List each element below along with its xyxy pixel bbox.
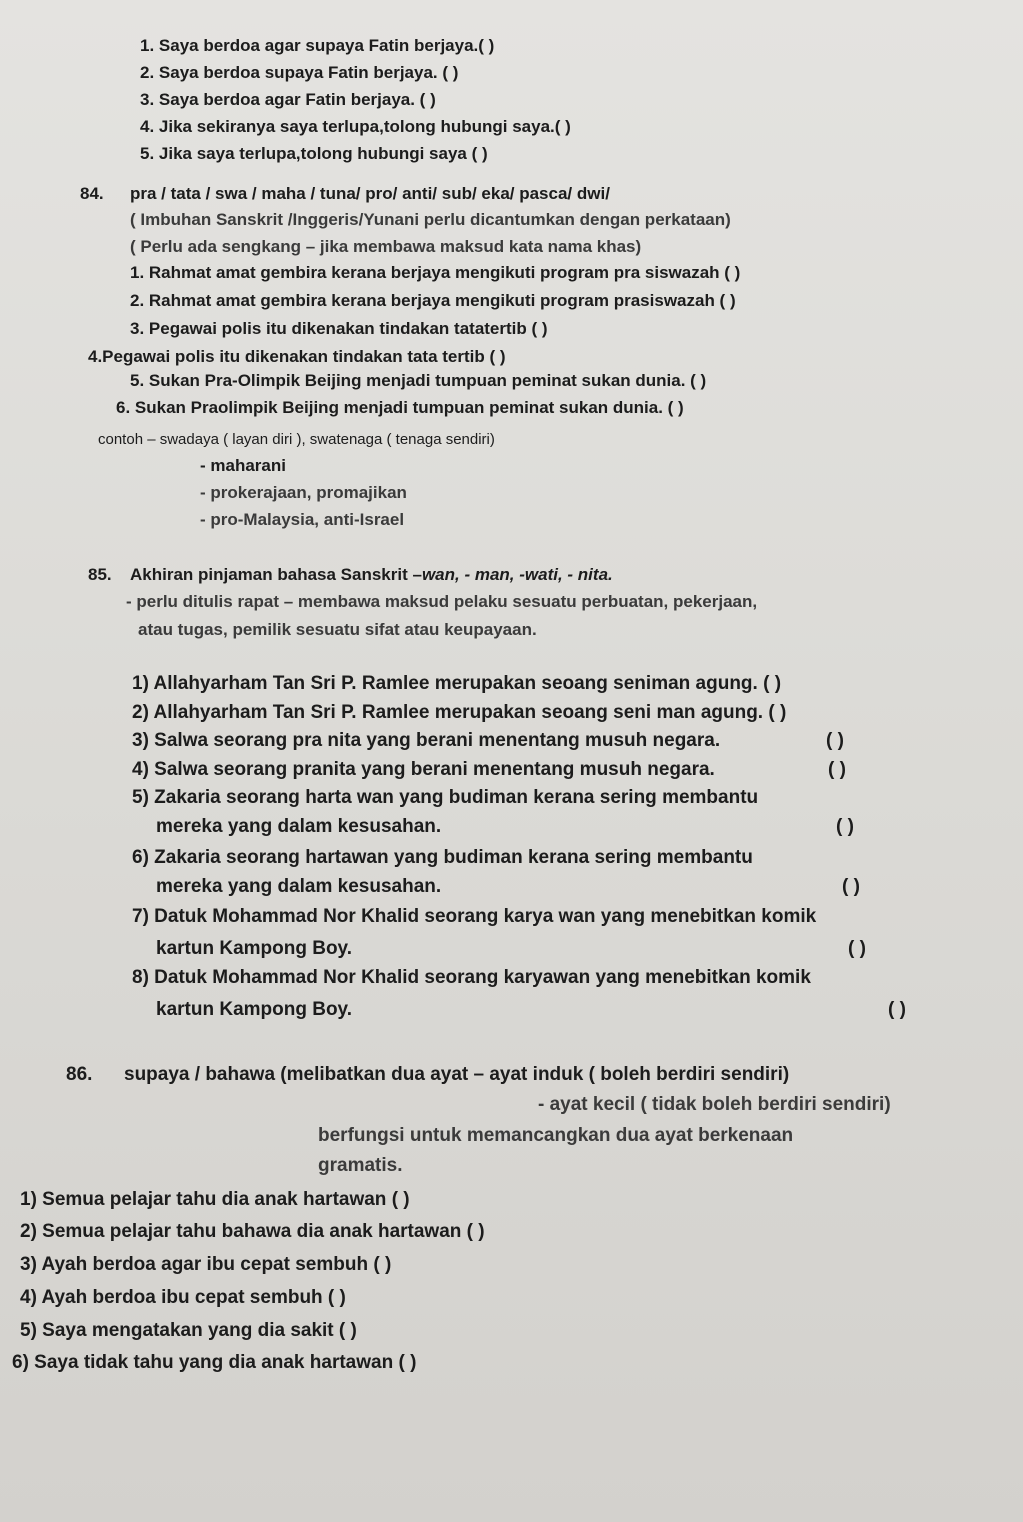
section-86-item-1: 1) Semua pelajar tahu dia anak hartawan ( ): [20, 1189, 410, 1210]
section-85-item-5-cont: mereka yang dalam kesusahan.: [156, 816, 442, 837]
section-85-note-1: - perlu ditulis rapat – membawa maksud pelaku sesuatu perbuatan, pekerjaan,: [126, 592, 758, 611]
top-sentence-5: 5. Jika saya terlupa,tolong hubungi saya ( ): [140, 144, 488, 163]
section-86-note-1: - ayat kecil ( tidak boleh berdiri sendiri): [538, 1094, 891, 1115]
section-84-item-5: 5. Sukan Pra-Olimpik Beijing menjadi tumpuan peminat sukan dunia. ( ): [130, 371, 707, 390]
section-85-item-8: 8) Datuk Mohammad Nor Khalid seorang karyawan yang menebitkan komik: [132, 967, 811, 988]
section-85-item-8-bracket: ( ): [888, 999, 906, 1020]
section-85-item-6-bracket: ( ): [842, 876, 860, 897]
section-86-number: 86.: [66, 1064, 93, 1085]
section-85-item-7-bracket: ( ): [848, 938, 866, 959]
section-85-heading-text: Akhiran pinjaman bahasa Sanskrit –: [130, 565, 422, 584]
section-84-item-3: 3. Pegawai polis itu dikenakan tindakan tatatertib ( ): [130, 319, 548, 338]
section-84-note-2: ( Perlu ada sengkang – jika membawa maksud kata nama khas): [130, 237, 642, 256]
section-84-item-6: 6. Sukan Praolimpik Beijing menjadi tumpuan peminat sukan dunia. ( ): [116, 398, 684, 417]
section-85-item-6-cont: mereka yang dalam kesusahan.: [156, 876, 442, 897]
section-85-item-6: 6) Zakaria seorang hartawan yang budiman kerana sering membantu: [132, 847, 753, 868]
section-84-note-1: ( Imbuhan Sanskrit /Inggeris/Yunani perlu dicantumkan dengan perkataan): [130, 210, 731, 229]
section-84-item-1: 1. Rahmat amat gembira kerana berjaya mengikuti program pra siswazah ( ): [130, 263, 741, 282]
section-84-item-4: 4.Pegawai polis itu dikenakan tindakan tata tertib ( ): [88, 347, 506, 366]
section-85-item-2: 2) Allahyarham Tan Sri P. Ramlee merupakan seoang seni man agung. ( ): [132, 702, 787, 723]
section-85-item-5: 5) Zakaria seorang harta wan yang budiman kerana sering membantu: [132, 787, 759, 808]
section-86-item-2: 2) Semua pelajar tahu bahawa dia anak hartawan ( ): [20, 1221, 485, 1242]
section-84-example: contoh – swadaya ( layan diri ), swatenaga ( tenaga sendiri): [98, 431, 495, 448]
section-85-note-2: atau tugas, pemilik sesuatu sifat atau keupayaan.: [138, 620, 537, 639]
section-85-item-5-bracket: ( ): [836, 816, 854, 837]
section-86-item-6: 6) Saya tidak tahu yang dia anak hartawan ( ): [12, 1352, 417, 1373]
section-86-item-4: 4) Ayah berdoa ibu cepat sembuh ( ): [20, 1287, 346, 1308]
section-85-item-7-cont: kartun Kampong Boy.: [156, 938, 352, 959]
top-sentence-1: 1. Saya berdoa agar supaya Fatin berjaya.( ): [140, 36, 495, 55]
section-85-item-3: 3) Salwa seorang pra nita yang berani menentang musuh negara.: [132, 730, 721, 751]
section-85-number: 85.: [88, 565, 112, 584]
top-sentence-3: 3. Saya berdoa agar Fatin berjaya. ( ): [140, 90, 436, 109]
section-84-heading: pra / tata / swa / maha / tuna/ pro/ anti/ sub/ eka/ pasca/ dwi/: [130, 184, 610, 203]
section-86-item-5: 5) Saya mengatakan yang dia sakit ( ): [20, 1320, 357, 1341]
section-85-item-4-bracket: ( ): [828, 759, 846, 780]
section-84-number: 84.: [80, 184, 104, 203]
section-84-bullet-1: - maharani: [200, 456, 286, 475]
section-86-item-3: 3) Ayah berdoa agar ibu cepat sembuh ( ): [20, 1254, 392, 1275]
section-85-item-3-bracket: ( ): [826, 730, 844, 751]
section-84-item-2: 2. Rahmat amat gembira kerana berjaya mengikuti program prasiswazah ( ): [130, 291, 736, 310]
section-86-note-2: berfungsi untuk memancangkan dua ayat berkenaan: [318, 1125, 794, 1146]
section-86-note-3: gramatis.: [318, 1155, 403, 1176]
top-sentence-2: 2. Saya berdoa supaya Fatin berjaya. ( ): [140, 63, 459, 82]
section-85-item-4: 4) Salwa seorang pranita yang berani menentang musuh negara.: [132, 759, 715, 780]
section-85-item-7: 7) Datuk Mohammad Nor Khalid seorang karya wan yang menebitkan komik: [132, 906, 817, 927]
section-85-heading: [130, 565, 613, 585]
section-86-heading: supaya / bahawa (melibatkan dua ayat – ayat induk ( boleh berdiri sendiri): [124, 1064, 790, 1085]
section-85-suffixes: wan, - man, -wati, - nita.: [421, 565, 613, 584]
section-84-bullet-2: - prokerajaan, promajikan: [200, 483, 407, 502]
section-85-item-1: 1) Allahyarham Tan Sri P. Ramlee merupakan seoang seniman agung. ( ): [132, 673, 782, 694]
section-84-bullet-3: - pro-Malaysia, anti-Israel: [200, 510, 405, 529]
section-85-item-8-cont: kartun Kampong Boy.: [156, 999, 352, 1020]
top-sentence-4: 4. Jika sekiranya saya terlupa,tolong hubungi saya.( ): [140, 117, 571, 136]
